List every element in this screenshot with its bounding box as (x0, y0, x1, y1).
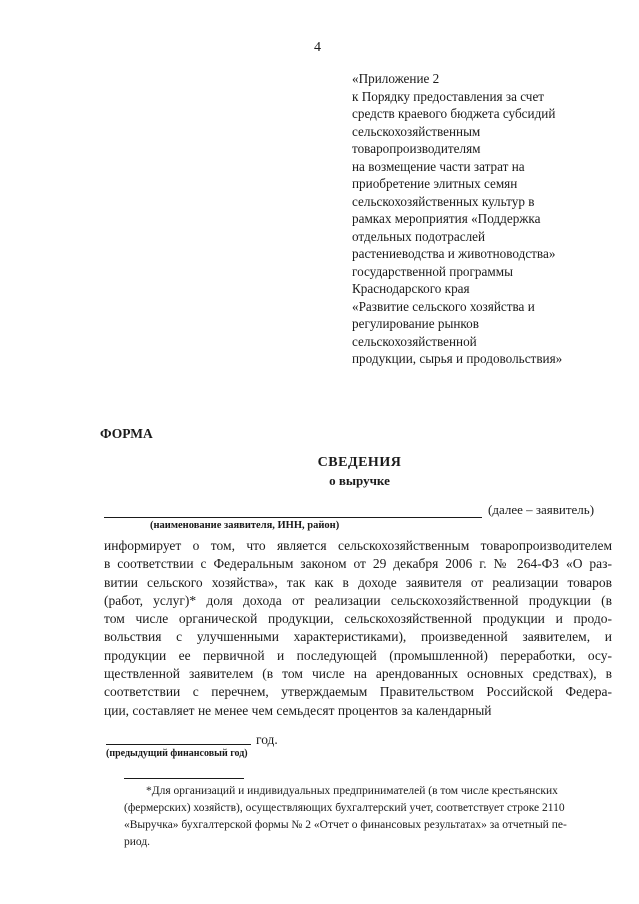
appendix-line: на возмещение части затрат на (352, 158, 525, 174)
appendix-line: Краснодарского края (352, 281, 470, 296)
year-word: год. (256, 732, 278, 747)
body-line: витии сельского хозяйства», так как в доходе заявителя от реализации товаров (104, 574, 612, 590)
document-subtitle: о выручке (329, 473, 390, 488)
appendix-line: растениеводства и животноводства» (352, 246, 556, 261)
applicant-caption: (наименование заявителя, ИНН, район) (150, 520, 340, 531)
footnote (124, 783, 614, 851)
appendix-line: регулирование рынков (352, 316, 479, 331)
footnote-line: (фермерских) хозяйств), осуществляющих бухгалтерский учет, соответствует строке 2110 (124, 802, 565, 814)
body-line: информирует о том, что является сельскохозяйственным товаропроизводителем (104, 538, 612, 553)
appendix-line: отдельных подотраслей (352, 228, 486, 244)
document-title: СВЕДЕНИЯ (317, 455, 402, 470)
appendix-line: продукции, сырья и продовольствия» (352, 351, 563, 366)
appendix-line: товаропроизводителям (352, 141, 481, 156)
body-paragraph (104, 537, 612, 720)
body-line: вольствия с улучшенными характеристиками), произведенной заявителем, и (104, 629, 612, 645)
body-line: ществленной заявителем (в том числе на арендованных основных средствах), в (104, 666, 612, 682)
appendix-line: сельскохозяйственной (352, 333, 477, 349)
body-line: продукции ее первичной и последующей (промышленной) переработки, осу- (104, 647, 612, 663)
footnote-line: *Для организаций и индивидуальных предпринимателей (в том числе крестьянских (146, 785, 558, 797)
footnote-divider (124, 778, 244, 779)
body-line: ции, составляет не менее чем семьдесят процентов за календарный (104, 702, 492, 718)
appendix-line: «Развитие сельского хозяйства и (352, 298, 535, 314)
applicant-fill-line (104, 517, 482, 518)
appendix-line: приобретение элитных семян (352, 176, 518, 191)
page-number: 4 (314, 40, 321, 55)
body-line: в соответствии с Федеральным законом от 29 декабря 2006 г. № 264-ФЗ «О раз- (104, 556, 612, 572)
appendix-line: государственной программы (352, 263, 513, 279)
applicant-tail-text: (далее – заявитель) (488, 502, 595, 517)
body-line: (работ, услуг)* доля дохода от реализации сельскохозяйственной продукции (в (104, 592, 612, 608)
footnote-line: риод. (124, 836, 151, 848)
body-line: том числе органической продукции, сельскохозяйственной продукции и продо- (104, 611, 612, 627)
appendix-line: средств краевого бюджета субсидий (352, 106, 556, 121)
year-caption: (предыдущий финансовый год) (106, 748, 248, 759)
form-label: ФОРМА (100, 426, 153, 441)
appendix-line: сельскохозяйственным (352, 123, 481, 139)
appendix-line: «Приложение 2 (352, 71, 440, 86)
footnote-line: «Выручка» бухгалтерской формы № 2 «Отчет о финансовых результатах» за отчетный пе- (124, 819, 567, 831)
year-fill-line (106, 744, 251, 745)
appendix-heading (352, 70, 622, 368)
appendix-line: сельскохозяйственных культур в (352, 193, 535, 209)
appendix-line: рамках мероприятия «Поддержка (352, 211, 541, 226)
appendix-line: к Порядку предоставления за счет (352, 88, 545, 104)
body-line: соответствии с перечнем, утверждаемым Правительством Российской Федера- (104, 684, 612, 700)
